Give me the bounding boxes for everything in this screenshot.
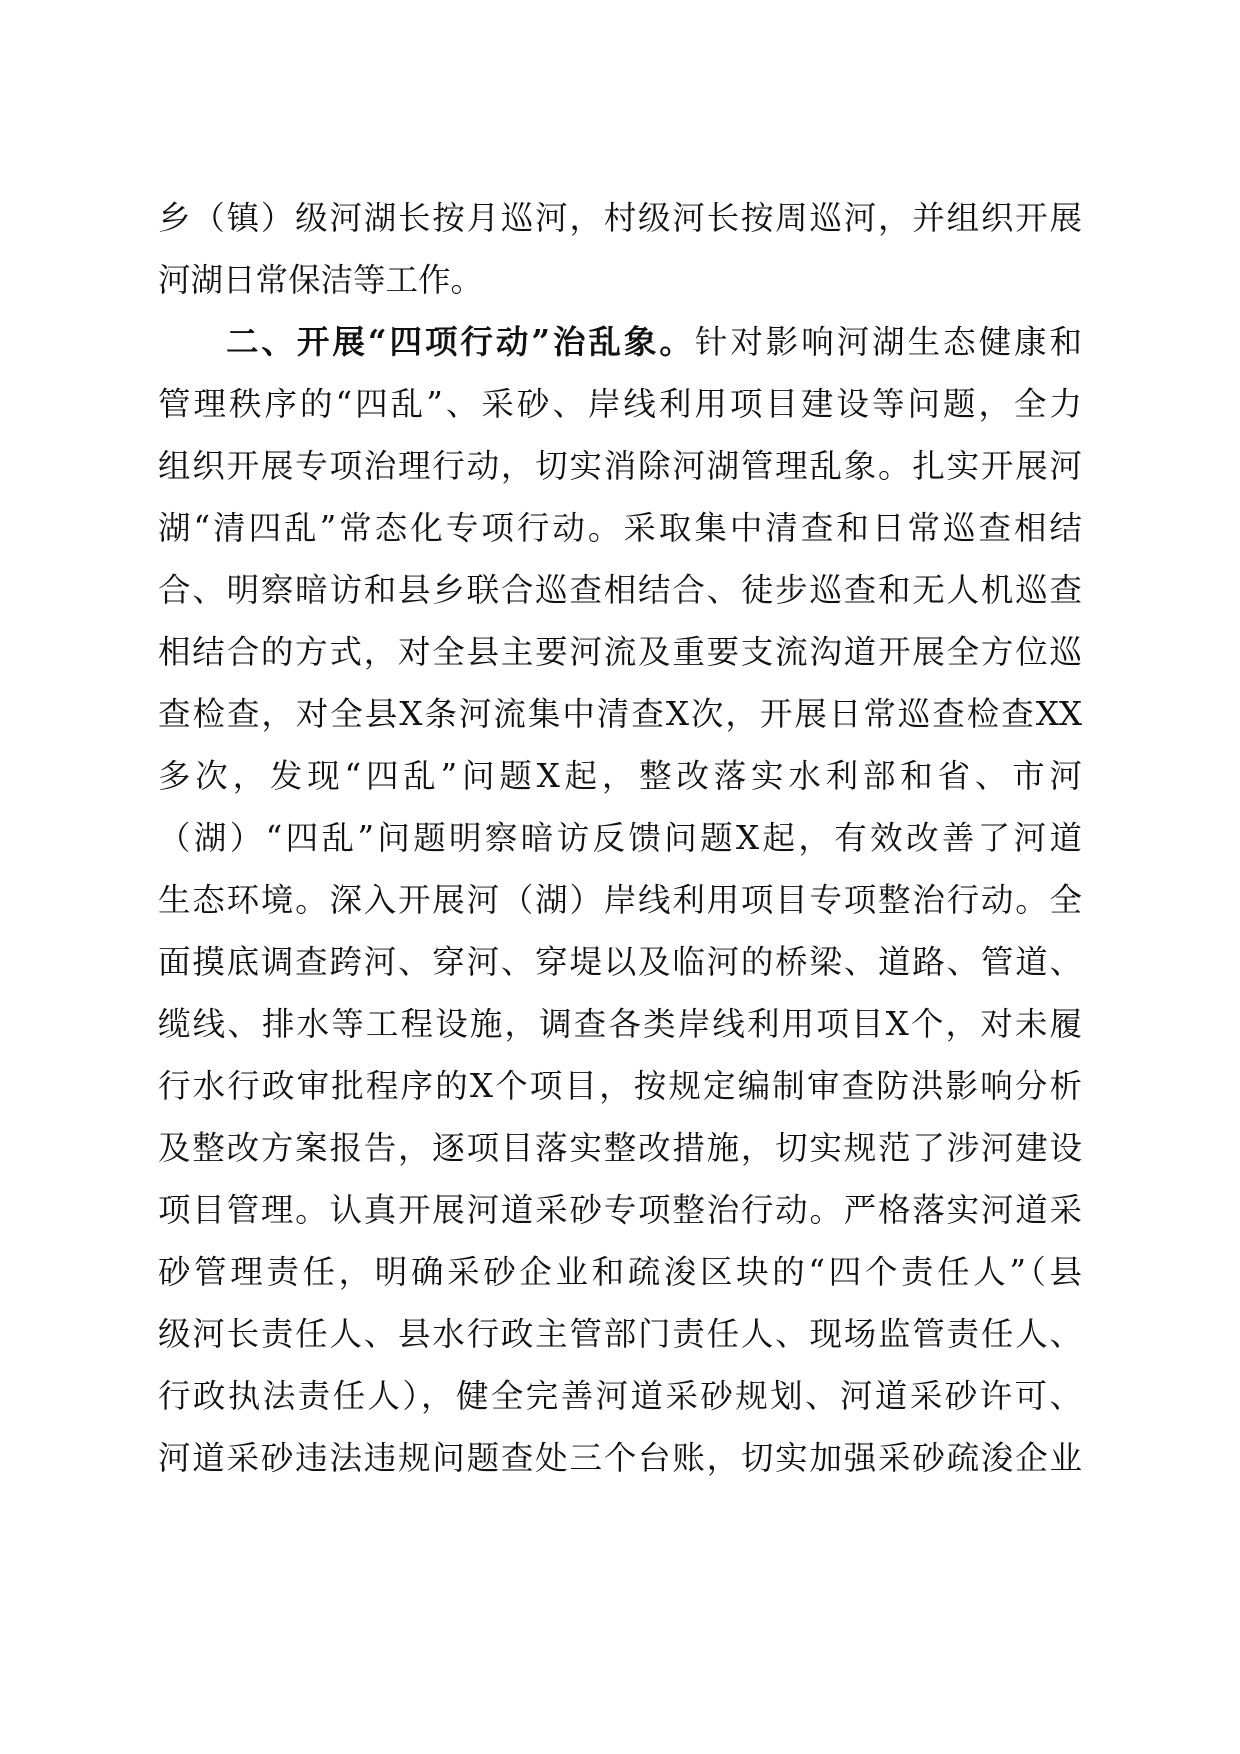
section-heading-line [158,311,1082,373]
body-text [158,187,1082,1489]
text-line: 面摸底调查跨河、穿河、穿堤以及临河的桥梁、道路、管道、 [158,943,1082,981]
text-line: 相结合的方式，对全县主要河流及重要支流沟道开展全方位巡 [158,633,1082,671]
text-line: 查检查，对全县X条河流集中清查X次，开展日常巡查检查XX [158,695,1082,733]
text-line: 河道采砂违法违规问题查处三个台账，切实加强采砂疏浚企业 [158,1439,1082,1477]
text-line: 针对影响河湖生态健康和 [694,323,1082,361]
text-line: 组织开展专项治理行动，切实消除河湖管理乱象。扎实开展河 [158,447,1082,485]
text-line: 河湖日常保洁等工作。 [158,261,484,299]
text-line: 乡（镇）级河湖长按月巡河，村级河长按周巡河，并组织开展 [158,199,1082,237]
text-line: 行水行政审批程序的X个项目，按规定编制审查防洪影响分析 [158,1067,1082,1105]
text-line: 合、明察暗访和县乡联合巡查相结合、徒步巡查和无人机巡查 [158,571,1082,609]
text-line: 级河长责任人、县水行政主管部门责任人、现场监管责任人、 [158,1315,1082,1353]
text-line: 湖“清四乱”常态化专项行动。采取集中清查和日常巡查相结 [158,509,1082,547]
text-line: 多次，发现“四乱”问题X起，整改落实水利部和省、市河 [158,757,1082,795]
text-line: 行政执法责任人），健全完善河道采砂规划、河道采砂许可、 [158,1377,1082,1415]
text-line: （湖）“四乱”问题明察暗访反馈问题X起，有效改善了河道 [158,819,1082,857]
section-heading: 二、开展“四项行动”治乱象。 [223,322,695,361]
text-line: 缆线、排水等工程设施，调查各类岸线利用项目X个，对未履 [158,1005,1082,1043]
text-line: 及整改方案报告，逐项目落实整改措施，切实规范了涉河建设 [158,1129,1082,1167]
text-line: 砂管理责任，明确采砂企业和疏浚区块的“四个责任人”（县 [158,1253,1082,1291]
text-line: 生态环境。深入开展河（湖）岸线利用项目专项整治行动。全 [158,881,1082,919]
text-line: 项目管理。认真开展河道采砂专项整治行动。严格落实河道采 [158,1191,1082,1229]
text-line: 管理秩序的“四乱”、采砂、岸线利用项目建设等问题，全力 [158,385,1082,423]
